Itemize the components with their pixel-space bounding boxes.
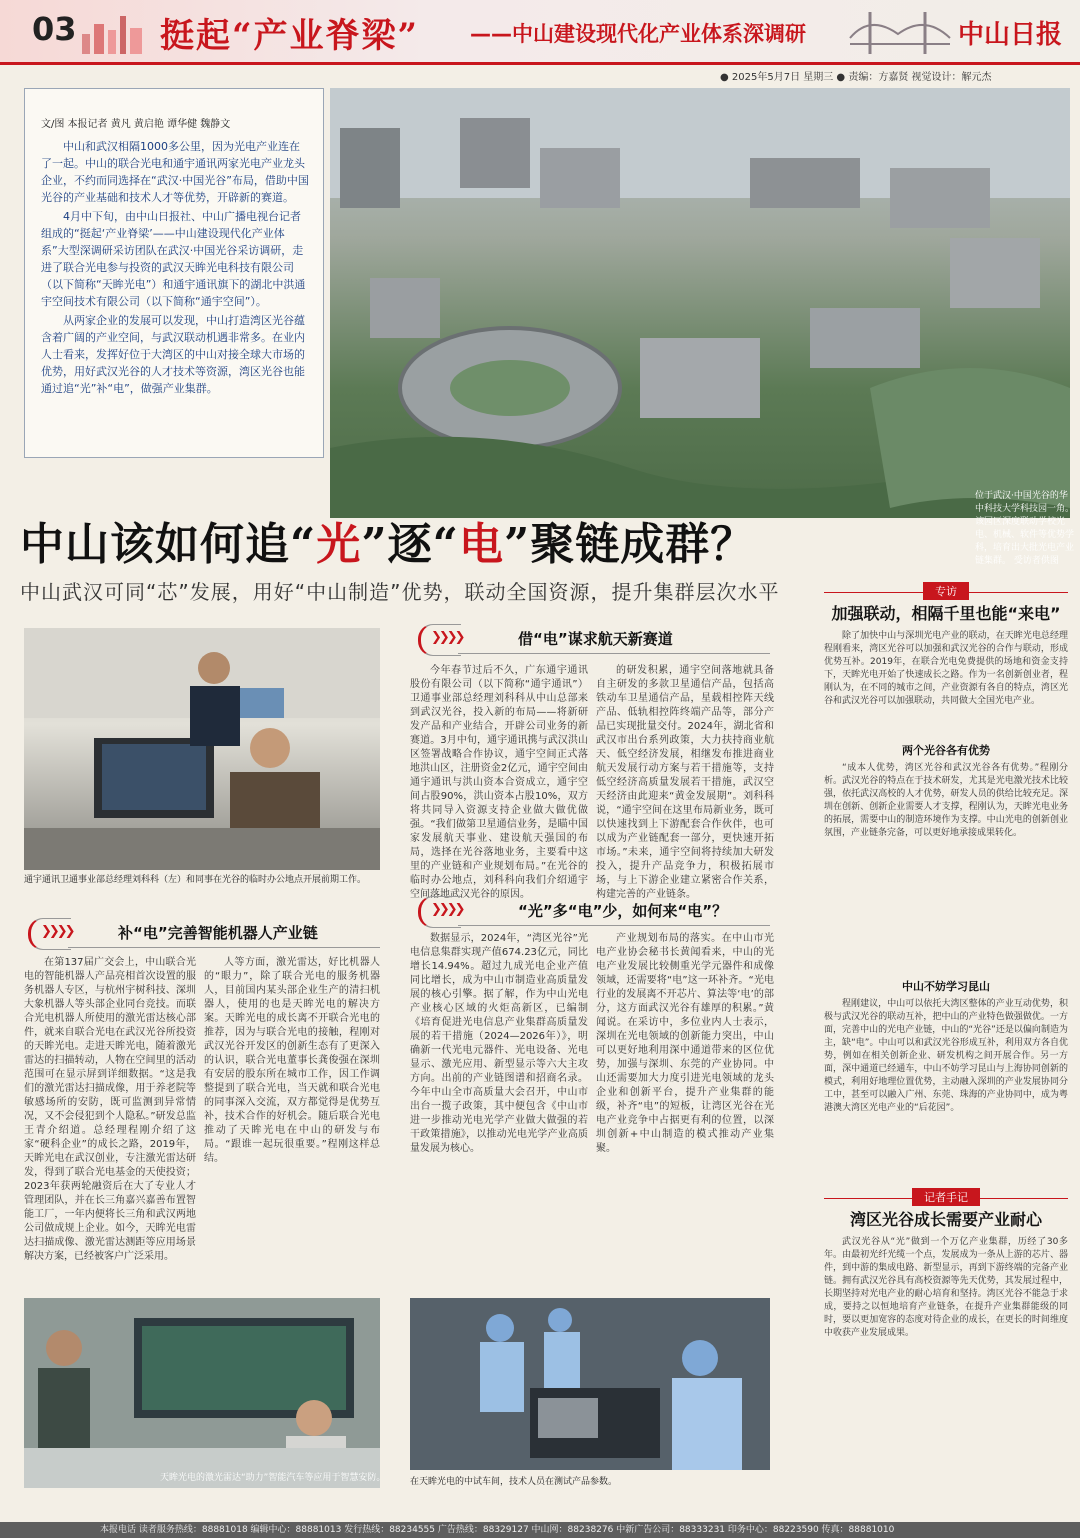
notes-tag: 记者手记	[912, 1188, 980, 1206]
section-heading	[418, 896, 770, 926]
interview-text	[824, 762, 1068, 970]
office-workers-image	[24, 628, 380, 870]
interview-subheading: 两个光谷各有优势	[902, 744, 990, 757]
article-text: 数据显示，2024年，“湾区光谷”光电信息集群实现产值674.23亿元，同比增长14.94%。超过九成光电企业产值同比增长，成为中山市制造业高质量发展的核心引擎。据了解，作为中山光电产业核心区域的火炬高新区，已编制《培育促进光电信息产业集群高质量发展的若干措施（2024—2026年）》，明确新一代光电元器件、光电设备、光电显示、激光应用、新型显示等六大主攻方向。出前的产业链图谱和招商名录。今年中山全市高质量大会召开，中山市出台一揽子政策，其中便包含《中山市进一步推动光电光学产业做大做强的若干政策措施》，以推动光电光学产业高质量发展为核心。	[410, 933, 588, 1154]
intro-box	[24, 88, 324, 458]
newspaper-logo: 中山日报	[958, 20, 1063, 50]
campus-aerial-image	[330, 88, 1070, 518]
headline-part: 中山该如何追“	[20, 519, 317, 570]
section-heading	[418, 624, 770, 654]
headline-highlight: 电	[458, 519, 504, 570]
interview-text	[824, 998, 1068, 1174]
article-column	[204, 956, 380, 1276]
article-column	[596, 932, 774, 1288]
paragraph: 武汉光谷从“光”做到一个万亿产业集群，历经了30多年。由最初光纤光缆一个点，发展成为一条从上游的芯片、器件，到中游的集成电路、新型显示，再到下游终端的完备产业链。拥有武汉光谷具有高校资源等先天优势，其发展过程中，长期坚持对光电产业的耐心培育和坚持。湾区光谷不能急于求成，要持之以恒地培育产业链条，在提升产业集群能级的同时，要以更加宽容的态度对待企业的成长，在更长的时间维度中收获产业发展成果。	[824, 1237, 1068, 1338]
article-text: 人等方面，激光雷达，好比机器人的“眼力”，除了联合光电的服务机器人，目前国内某头部企业生产的清扫机器人，使用的也是天眸光电的解决方案。天眸光电的成长离不开联合光电的推荐，因为与联合光电的接触，程刚对武汉光谷开发区的创新生态有了更深入的认识，联合光电董事长龚俊强在深圳有安居的股东所在城市工作，因工作调整提到了联合光电，当天就和联合光电的同事深入交流，双方都觉得是优势互补，技术合作的好机会。随后联合光电推动了天眸光电在中山的研发与布局。“跟谁一起玩很重要。”程刚这样总结。	[204, 957, 380, 1164]
paragraph: 除了加快中山与深圳光电产业的联动，在天眸光电总经理程刚看来，湾区光谷可以加强和武汉光谷的合作与联动，形成优势互补。2019年，在联合光电免费提供的场地和资金支持下，天眸光电开始了快速成长之路。作为一名创新创业者，程刚认为，在不同的城市之间，产业资源有各自的特点，湾区光谷和武汉光谷可以加强联动，共同做大全国光电产业。	[824, 631, 1068, 706]
headline-highlight: 光	[316, 519, 362, 570]
article-column	[410, 932, 588, 1288]
notes-title: 湾区光谷成长需要产业耐心	[849, 1210, 1042, 1229]
lab-technicians-image	[410, 1298, 770, 1470]
series-title: 挺起“产业脊梁”	[160, 16, 420, 56]
section-title: 借“电”谋求航天新赛道	[518, 630, 673, 648]
photo-caption: 天眸光电的激光雷达“助力”智能汽车等应用于智慧安防。	[160, 1473, 386, 1483]
page-number: 03	[32, 10, 77, 48]
intro-paragraph: 中山和武汉相隔1000多公里，因为光电产业连在了一起。中山的联合光电和通宇通讯两家光电产业龙头企业，不约而同选择在“武汉·中国光谷”布局，借助中国光谷的产业基础和技术人才等优势，开辟新的赛道。	[41, 140, 309, 204]
article-text: 产业规划布局的落实。在中山市光电产业协会秘书长黄闻看来，中山的光电产业发展比较侧重光学元器件和成像领域，还需要将“电”这一环补齐。“光电行业的发展离不开芯片、算法等‘电’的部分，这方面武汉光谷有雄厚的积累。”黄闻说。在采访中，多位业内人士表示，深圳在光电领域的创新能力突出，中山可以更好地利用深中通道带来的区位优势，加强与深圳、东莞的产业协同。中山还需要加大力度引进光电领域的龙头企业和创新平台，提升产业集群的能级，补齐“电”的短板，让湾区光谷在光电产业竞争中占据更有利的位置，以深圳创新+中山制造的模式推动产业集聚。	[596, 933, 774, 1154]
office-photo	[24, 628, 380, 870]
hero-caption: 位于武汉·中国光谷的华中科技大学科技园一角。该园区深度联动学校光电、机械、软件等优势学科，培育出大批光电产业链集群。 受访者供图	[975, 491, 1075, 566]
section-heading	[28, 918, 380, 948]
paragraph: 程刚建议，中山可以依托大湾区整体的产业互动优势，积极与武汉光谷的联动互补，把中山的产业特色做强做优。一方面，完善中山的光电产业链，中山的“光谷”还是以偏向制造为主，缺“电”。中山可以和武汉光谷形成互补，利用双方各自优势，例如在相关创新企业、研发机构之间开展合作。另一方面，深中通道已经通车，中山不妨学习昆山与上海协同创新的模式，利用好地理位置优势，主动融入深圳的产业发展协同分工中，甚至可以融入广州、东莞、珠海的产业协同中，成为粤港澳大湾区光电产业的“后花园”。	[824, 999, 1068, 1113]
hero-photo	[330, 88, 1070, 518]
paragraph: “成本人优势，湾区光谷和武汉光谷各有优势。”程刚分析。武汉光谷的特点在于技术研发，尤其是光电激光技术比较强，依托武汉高校的人才优势，研发人员的供给比较充足。深圳在创新、创新企业需要人才支撑，程刚认为，天眸光电业务的拓展，需要中山的制造环境作为支撑。中山光电的创新创业氛围，产业链条完备，可以更好地承接成果转化。	[824, 763, 1068, 838]
intro-paragraph: 4月中下旬，由中山日报社、中山广播电视台记者组成的“挺起‘产业脊梁’——中山建设现代化产业体系”大型深调研采访团队在武汉·中国光谷采访调研，走进了联合光电参与投资的武汉天眸光电科技有限公司（以下简称“天眸光电”）和通宇通讯旗下的湖北中洪通宇空间技术有限公司（以下简称“通宇空间”）。	[41, 210, 306, 308]
article-column	[24, 956, 196, 1276]
section-title: “光”多“电”少，如何来“电”？	[518, 902, 728, 920]
article-column	[410, 664, 588, 900]
article-text: 的研发积累，通宇空间落地就具备自主研发的多款卫星通信产品，包括高铁动车卫星通信产品，星载相控阵天线产品、低轨相控阵终端产品等，部分产品已实现批量交付。2024年，湖北省和武汉市出台系列政策，大力扶持商业航天、低空经济发展，相继发布推进商业航天发展行动方案与若干措施等，支持低空经济高质量发展若干措施，武汉空天经济由此迎来“黄金发展期”。刘科科说，“通宇空间在这里布局新业务，既可以快速找到上下游配套合作伙伴，也可以成为产业链配套一部分，更快速开拓市场。”未来，通宇空间将持续加大研发投入，提升产品竞争力，积极拓展市场，与上下游企业建立紧密合作关系，构建完善的产业链条。	[596, 665, 774, 900]
issue-meta: ● 2025年5月7日 星期三 ● 责编：方嘉贤 视觉设计：解元杰	[720, 72, 992, 83]
photo-caption: 通宇通讯卫通事业部总经理刘科科（左）和同事在光谷的临时办公地点开展前期工作。	[24, 875, 367, 885]
lidar-demo-image	[24, 1298, 380, 1488]
section-title: 补“电”完善智能机器人产业链	[118, 924, 318, 942]
byline: 文/图 本报记者 黄凡 黄启艳 谭华健 魏静文	[41, 119, 231, 130]
photo-caption: 在天眸光电的中试车间，技术人员在测试产品参数。	[410, 1477, 618, 1487]
interview-subheading: 中山不妨学习昆山	[902, 980, 990, 993]
bridge-icon	[850, 4, 950, 58]
series-subtitle: ——中山建设现代化产业体系深调研	[470, 22, 806, 46]
notes-text	[824, 1236, 1068, 1436]
sub-headline: 中山武汉可同“芯”发展，用好“中山制造”优势，联动全国资源，提升集群层次水平	[20, 580, 780, 604]
footer-contacts: 本报电话 读者服务热线：88881018 编辑中心：88881013 发行热线：88234555 广告热线：88329127 中山网：88238276 中新广告公司：88333231 印务中心：88223590 传真：88881010	[100, 1525, 895, 1535]
lidar-demo-photo	[24, 1298, 380, 1488]
page-header	[0, 0, 1080, 65]
interview-title: 加强联动，相隔千里也能“来电”	[831, 604, 1061, 623]
article-text: 在第137届广交会上，中山联合光电的智能机器人产品亮相首次设置的服务机器人专区，与杭州宇树科技、深圳大象机器人等头部企业同台竞技。而联合光电机器人所使用的激光雷达核心部件，就来自联合光电在武汉光谷所投资的天眸光电。走进天眸光电，随着激光雷达的扫描转动，人物在空间里的活动范围可在显示屏到详细数据。“这是我们的激光雷达扫描成像，用于养老院等敏感场所的安防，既可监测到异常情况，又不会侵犯到个人隐私。”研发总监王青介绍道。总经理程刚介绍了这家“硬科企业”的成长之路，2019年，天眸光电在武汉创业，专注激光雷达研发，得到了联合光电基金的天使投资；2023年获两轮融资后在大了专业人才管理团队，并在长三角嘉兴嘉善布置智能工厂，一年内便将长三角和武汉两地公司做成规上企业。如今，天眸光电雷达扫描成像、激光雷达测距等应用场景解决方案，已经被客户广泛采用。	[24, 957, 196, 1262]
chevron-icon: ❯❯❯❯	[418, 624, 461, 656]
headline-part: ”聚链成群？	[503, 519, 756, 570]
page-footer	[0, 1522, 1080, 1538]
interview-text	[824, 630, 1068, 734]
city-skyline-icon	[80, 8, 150, 56]
sidebar-column	[824, 580, 1068, 1436]
headline-part: ”逐“	[361, 519, 459, 570]
main-headline	[20, 508, 755, 572]
workshop-photo	[410, 1298, 770, 1470]
intro-paragraph: 从两家企业的发展可以发现，中山打造湾区光谷蕴含着广阔的产业空间，与武汉联动机遇非常多。在业内人士看来，发挥好位于大湾区的中山对接全球大市场的优势，用好武汉光谷的人才技术等资源，湾区光谷也能通过追“光”补“电”，做强产业集群。	[41, 314, 305, 395]
chevron-icon: ❯❯❯❯	[418, 896, 461, 928]
chevron-icon: ❯❯❯❯	[28, 918, 71, 950]
article-text: 今年春节过后不久，广东通宇通讯股份有限公司（以下简称“通宇通讯”）卫通事业部总经理刘科科从中山总部来到武汉光谷，投入新的布局——将新研发产品和产业结合，开辟公司业务的新赛道。3月中旬，通宇通讯携与武汉洪山区签署战略合作协议，通宇空间正式落地洪山区，注册资金2亿元，通宇空间由通宇通讯与洪山资本合资成立，通宇空间占股90%，洪山资本占股10%，双方将共同导入资源支持企业做大做优做强。“我们做第卫星通信业务，是瞄中国家发展航天事业、建设航天强国的布局，选择在光谷落地业务，主要看中这里的产业链和产业规划布局。”在光谷的临时办公地点，刘科科向我们介绍通宇空间落地武汉光谷的原因。	[410, 665, 588, 900]
interview-tag: 专访	[923, 582, 969, 600]
article-column	[596, 664, 774, 900]
